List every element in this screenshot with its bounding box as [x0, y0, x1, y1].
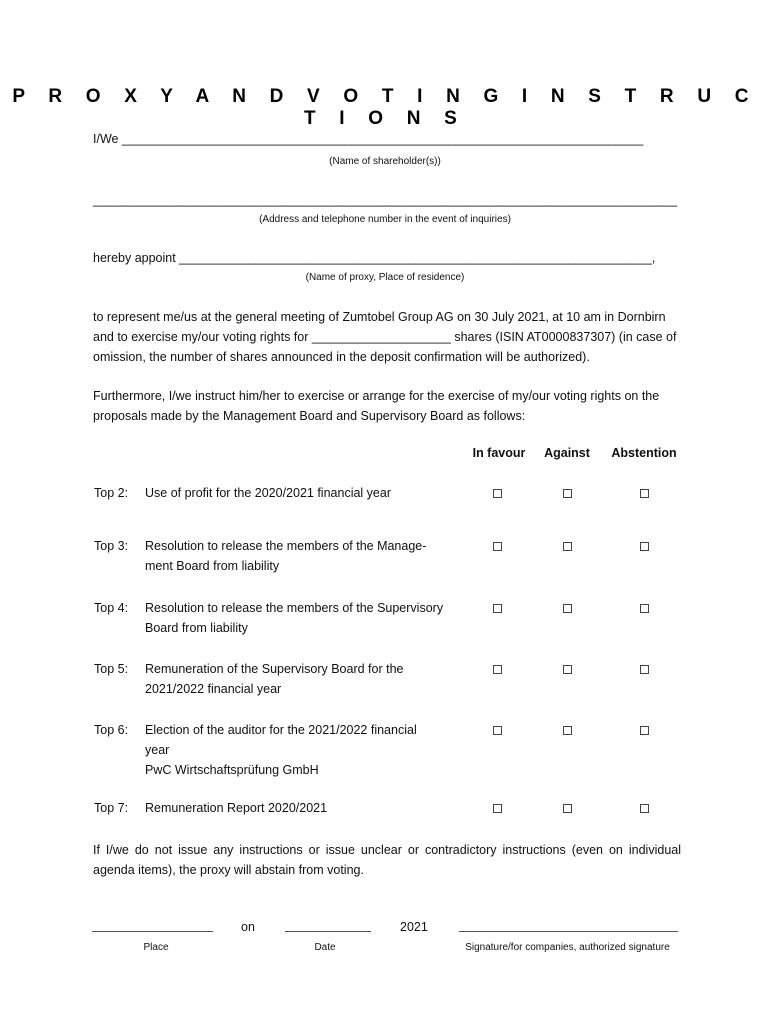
agenda-item-number: Top 3:	[94, 539, 129, 553]
agenda-item-description	[145, 483, 475, 503]
date-caption: Date	[314, 942, 336, 953]
checkbox-top4-against[interactable]	[563, 604, 572, 613]
checkbox-top6-against[interactable]	[563, 726, 572, 735]
agenda-item-line: Board from liability	[145, 621, 248, 635]
agenda-item-description	[145, 598, 475, 638]
place-field[interactable]	[92, 931, 213, 932]
checkbox-top5-against[interactable]	[563, 665, 572, 674]
checkbox-top3-in-favour[interactable]	[493, 542, 502, 551]
no-instruction-note: If I/we do not issue any instructions or issue unclear or contradictory instructions (even on individual agenda items), the proxy will abstain from voting.	[93, 843, 681, 877]
representation-paragraph: to represent me/us at the general meeting of Zumtobel Group AG on 30 July 2021, at 10 am in Dornbirn and to exercise my/our voting rights for ____________________ shares (ISIN AT0000837307) (in case of omission, the number of shares announced in the deposit confirmation will be authorized).	[93, 310, 677, 364]
agenda-item-line: ment Board from liability	[145, 559, 280, 573]
proxy-name-field[interactable]: hereby appoint ____________________________________________________________________,	[93, 251, 656, 265]
agenda-item-line: Resolution to release the members of the Supervisory	[145, 601, 444, 615]
agenda-item-description	[145, 720, 475, 780]
signature-caption: Signature/for companies, authorized signature	[465, 942, 670, 953]
agenda-item-number: Top 5:	[94, 662, 129, 676]
proxy-name-caption: (Name of proxy, Place of residence)	[305, 272, 465, 283]
checkbox-top4-abstention[interactable]	[640, 604, 649, 613]
year-label: 2021	[400, 920, 428, 934]
agenda-item-line: year	[145, 743, 170, 757]
signature-field[interactable]	[459, 931, 678, 932]
document-title: P R O X Y A N D V O T I N G I N S T R U C T I O N S	[12, 86, 758, 129]
agenda-item-description	[145, 798, 475, 818]
column-header-abstention: Abstention	[611, 446, 677, 460]
shareholder-name-field[interactable]: I/We ___________________________________________________________________________	[93, 132, 644, 146]
agenda-item-description	[145, 659, 475, 699]
checkbox-top3-abstention[interactable]	[640, 542, 649, 551]
date-field[interactable]	[285, 931, 371, 932]
instruction-paragraph: Furthermore, I/we instruct him/her to exercise or arrange for the exercise of my/our voting rights on the proposals made by the Management Board and Supervisory Board as follows:	[93, 389, 660, 423]
column-header-in-favour: In favour	[472, 446, 526, 460]
checkbox-top3-against[interactable]	[563, 542, 572, 551]
agenda-item-line: Use of profit for the 2020/2021 financial year	[145, 486, 391, 500]
agenda-item-line: Resolution to release the members of the Manage-	[145, 539, 427, 553]
checkbox-top6-in-favour[interactable]	[493, 726, 502, 735]
column-header-against: Against	[544, 446, 590, 460]
checkbox-top7-against[interactable]	[563, 804, 572, 813]
agenda-item-number: Top 6:	[94, 723, 129, 737]
checkbox-top2-in-favour[interactable]	[493, 489, 502, 498]
checkbox-top7-abstention[interactable]	[640, 804, 649, 813]
agenda-item-number: Top 4:	[94, 601, 129, 615]
checkbox-top2-against[interactable]	[563, 489, 572, 498]
checkbox-top2-abstention[interactable]	[640, 489, 649, 498]
shareholder-name-caption: (Name of shareholder(s))	[329, 156, 441, 167]
agenda-item-description	[145, 536, 475, 576]
checkbox-top7-in-favour[interactable]	[493, 804, 502, 813]
on-label: on	[241, 920, 255, 934]
checkbox-top4-in-favour[interactable]	[493, 604, 502, 613]
agenda-item-number: Top 2:	[94, 486, 129, 500]
address-caption: (Address and telephone number in the event of inquiries)	[259, 214, 511, 225]
checkbox-top6-abstention[interactable]	[640, 726, 649, 735]
agenda-item-number: Top 7:	[94, 801, 129, 815]
checkbox-top5-in-favour[interactable]	[493, 665, 502, 674]
agenda-item-line: Remuneration Report 2020/2021	[145, 801, 328, 815]
agenda-item-line: PwC Wirtschaftsprüfung GmbH	[145, 763, 319, 777]
checkbox-top5-abstention[interactable]	[640, 665, 649, 674]
place-caption: Place	[143, 942, 169, 953]
agenda-item-line: Election of the auditor for the 2021/2022 financial	[145, 723, 417, 737]
agenda-item-line: Remuneration of the Supervisory Board for the	[145, 662, 404, 676]
agenda-item-line: 2021/2022 financial year	[145, 682, 282, 696]
address-field[interactable]: ____________________________________________________________________________________	[93, 193, 677, 207]
